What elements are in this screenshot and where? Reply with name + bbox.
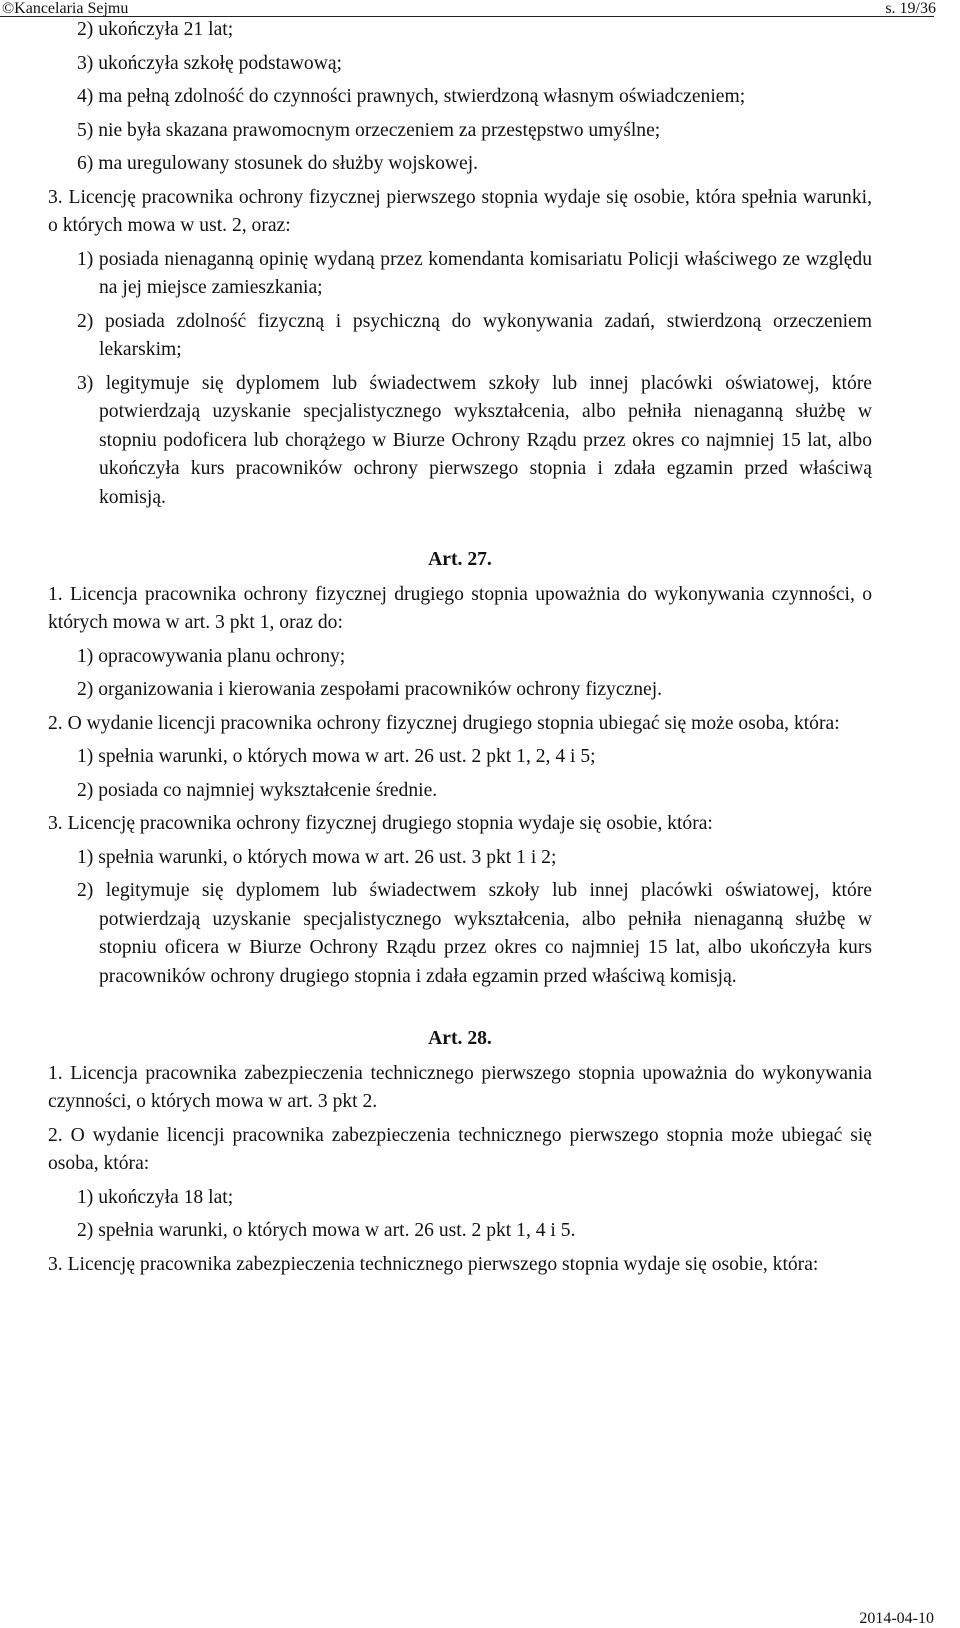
paragraph: 2. O wydanie licencji pracownika ochrony fizycznej drugiego stopnia ubiegać się może osoba, która:: [48, 712, 840, 734]
list-item: 4) ma pełną zdolność do czynności prawnych, stwierdzoną własnym oświadczeniem;: [77, 86, 746, 107]
header-page-number: s. 19/36: [885, 0, 936, 17]
paragraph: 1. Licencja pracownika zabezpieczenia technicznego pierwszego stopnia upoważnia do wykonywania czynności, o których mowa w art. 3 pkt 2.: [48, 1062, 872, 1112]
list-item: 1) spełnia warunki, o których mowa w art. 26 ust. 3 pkt 1 i 2;: [77, 846, 557, 868]
list-item: 1) ukończyła 18 lat;: [77, 1186, 234, 1208]
article-heading: Art. 28.: [428, 1028, 492, 1049]
list-item: 2) organizowania i kierowania zespołami pracowników ochrony fizycznej.: [77, 679, 663, 700]
paragraph: 3. Licencję pracownika zabezpieczenia technicznego pierwszego stopnia wydaje się osobie, która:: [48, 1253, 819, 1275]
list-item: 1) spełnia warunki, o których mowa w art. 26 ust. 2 pkt 1, 2, 4 i 5;: [77, 746, 596, 767]
paragraph: 3. Licencję pracownika ochrony fizycznej drugiego stopnia wydaje się osobie, która:: [48, 813, 713, 834]
list-item: 3) legitymuje się dyplomem lub świadectwem szkoły lub innej placówki oświatowej, które potwierdzają uzyskanie specjalistycznego wykształcenia, albo pełniła nienaganną służbę w stopniu podoficera lub chorążego w Biurze Ochrony Rządu przez okres co najmniej 15 lat, albo ukończyła kurs pracowników ochrony pierwszego stopnia i zdała egzamin przed właściwą komisją.: [77, 372, 872, 508]
list-item: 6) ma uregulowany stosunek do służby wojskowej.: [77, 153, 479, 174]
list-item: 3) ukończyła szkołę podstawową;: [77, 52, 342, 74]
paragraph: 3. Licencję pracownika ochrony fizycznej pierwszego stopnia wydaje się osobie, która spełnia warunki, o których mowa w ust. 2, oraz:: [48, 186, 872, 236]
list-item: 5) nie była skazana prawomocnym orzeczeniem za przestępstwo umyślne;: [77, 119, 661, 141]
list-item: 1) posiada nienaganną opinię wydaną przez komendanta komisariatu Policji właściwego ze względu na jej miejsce zamieszkania;: [77, 248, 872, 298]
paragraph: 2. O wydanie licencji pracownika zabezpieczenia technicznego pierwszego stopnia może ubiegać się osoba, która:: [48, 1124, 872, 1174]
list-item: 2) legitymuje się dyplomem lub świadectwem szkoły lub innej placówki oświatowej, które potwierdzają uzyskanie specjalistycznego wykształcenia, albo pełniła nienaganną służbę w stopniu oficera w Biurze Ochrony Rządu przez okres co najmniej 15 lat, albo ukończyła kurs pracowników ochrony drugiego stopnia i zdała egzamin przed właściwą komisją.: [77, 880, 872, 987]
list-item: 2) posiada co najmniej wykształcenie średnie.: [77, 779, 438, 801]
list-item: 1) opracowywania planu ochrony;: [77, 645, 346, 667]
list-item: 2) posiada zdolność fizyczną i psychiczną do wykonywania zadań, stwierdzoną orzeczeniem lekarskim;: [77, 310, 872, 360]
header-copyright: ©Kancelaria Sejmu: [2, 0, 129, 17]
list-item: 2) ukończyła 21 lat;: [77, 19, 234, 40]
footer-date: 2014-04-10: [859, 1610, 934, 1627]
document-body: [48, 16, 872, 1284]
paragraph: 1. Licencja pracownika ochrony fizycznej drugiego stopnia upoważnia do wykonywania czynności, o których mowa w art. 3 pkt 1, oraz do:: [48, 583, 872, 633]
list-item: 2) spełnia warunki, o których mowa w art. 26 ust. 2 pkt 1, 4 i 5.: [77, 1220, 576, 1241]
article-heading: Art. 27.: [428, 549, 492, 570]
